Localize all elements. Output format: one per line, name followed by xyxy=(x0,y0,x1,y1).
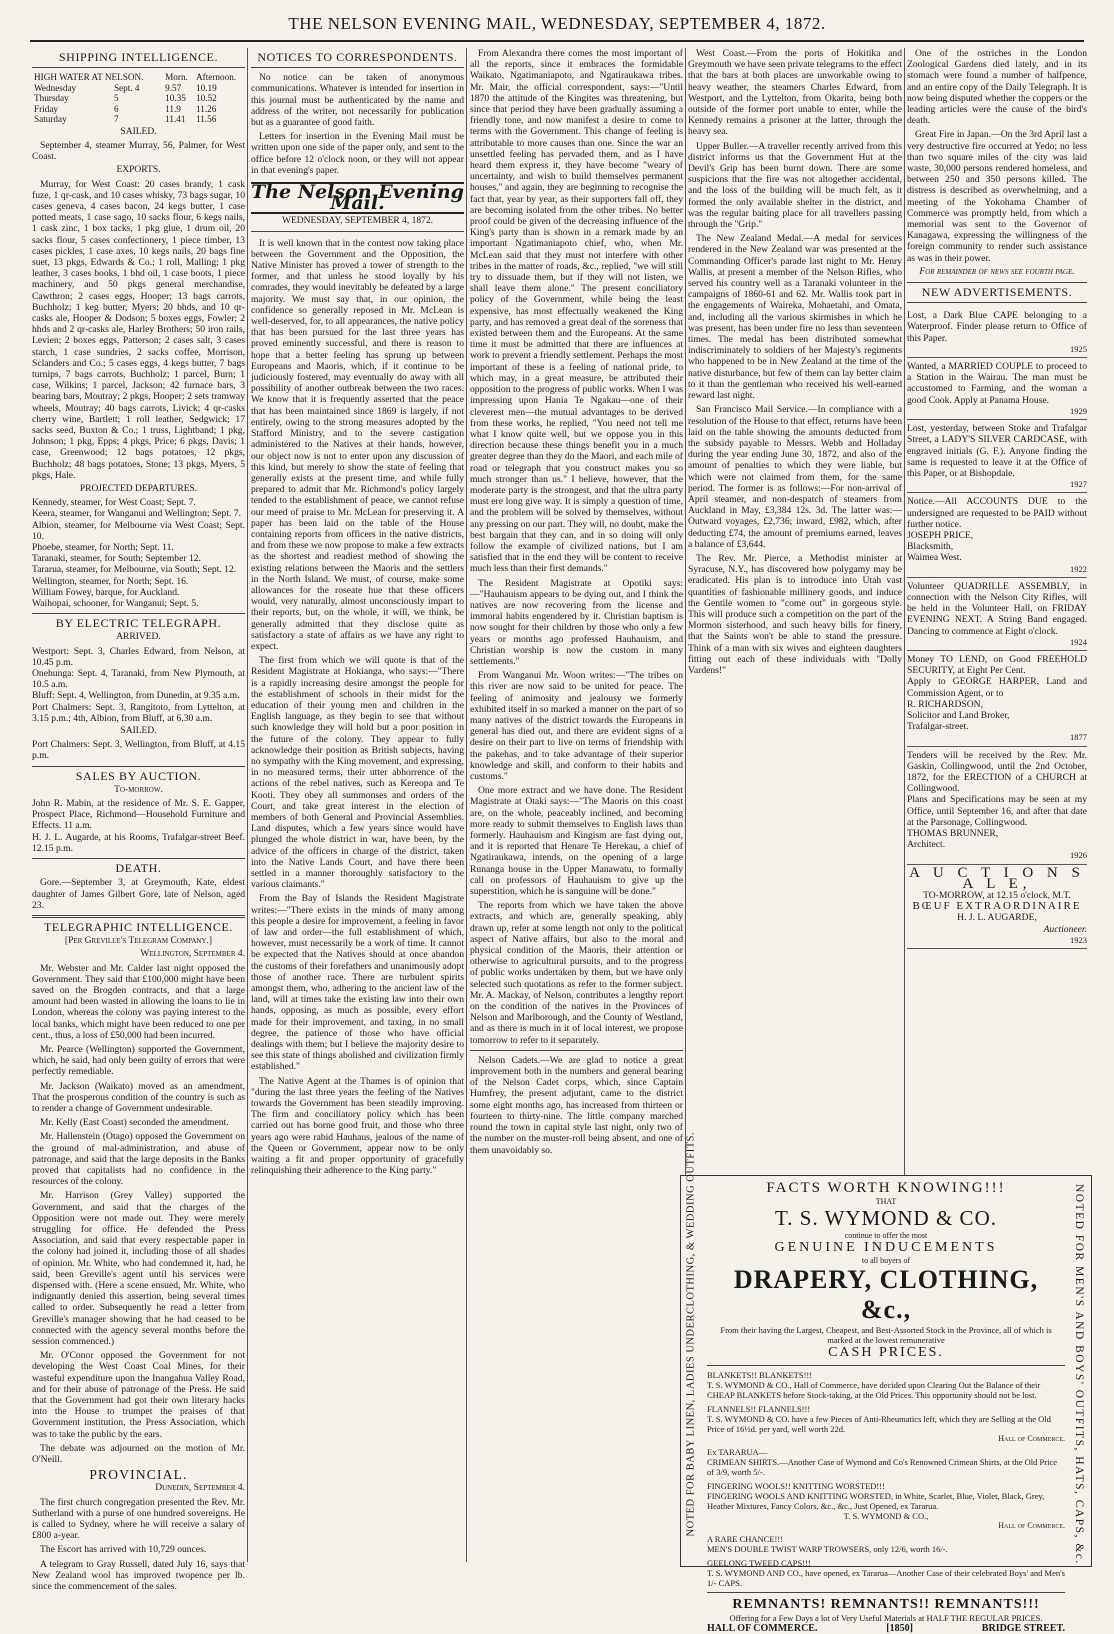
paragraph: Letters for insertion in the Evening Mail must be written upon one side of the paper only, and sent to the office before 12 o'clock noon, or they will not appear in that evening's paper. xyxy=(251,131,464,176)
ad-subheading: FLANNELS!! FLANNELS!!! xyxy=(707,1404,811,1414)
auction-text: John R. Mabin, at the residence of Mr. S. E. Gapper, Prospect Place, Richmond—Household Furniture and Effects. 11 a.m. H. J. L. Augarde, at his Rooms, Trafalgar-street Beef. 12.15 p.m. xyxy=(32,798,245,854)
editorial-paragraph: It is well known that in the contest now taking place between the Government and the Opposition, the Native Minister has proved a tower of strength to the former, and that unless he stood loyally by his comrades, they would inevitably be defeated by a large majority. We must say that, in our opinion, the confidence so generally reposed in Mr. McLean is well-deserved, for, to all appearances, the native policy that has been pursued for the last three years has proved eminently successful, and there is reason to hope that a better feeling has sprung up between Europeans and Maoris, which, if it continue to be judiciously fostered, may eventually do away with all possibility of another outbreak between the two races. We know that it is frequently asserted that the peace that has been maintained since 1869 is largely, if not entirely, owing to the strong measures adopted by the Stafford Ministry, and to the severe castigation administered to the Natives at their hands, however, our object now is not to enter upon any discussion of this kind, but merely to show the state of feeling that generally exists at the present time, and while fully prepared to admit that Mr. Richmond's policy largely tended to the establishment of peace, we cannot refuse our meed of praise to Mr. McLean for preserving it. A paper has been laid on the table of the House containing reports from officers in the native districts, and from these we now propose to make a few extracts as the shortest and readiest method of showing the existing relations between the Maoris and the settlers in the North Island. We must, of course, make some allowances for the roseate hue that these officers would, very naturally, almost unconsciously impart to their reports, but, on the whole, it will, we think, be generally admitted that they disclose quite as satisfactory a state of affairs as we have any right to expect. xyxy=(251,237,464,652)
divider xyxy=(32,858,245,859)
dateline: Wellington, September 4. xyxy=(140,949,245,960)
local-paragraph: The Rev. Mr. Pierce, a Methodist minister at Syracuse, N.Y., has discovered how polygamy may be eradicated. His plan is to introduce into Utah vast quantities of fashionable millinery goods, and induce the Gentile women to "come out" in gorgeous style. This will produce such a competition on the part of the Mormon sisterhood, and such heavy bills for finery, that the Saints won't be able to stand the pressure. Think of a man with six wives and eighteen daughters fitting out each of these individuals with "Dolly Vardens!" xyxy=(688,552,902,676)
new-ads-heading: NEW ADVERTISEMENTS. xyxy=(921,285,1073,300)
ad-line: GENUINE INDUCEMENTS xyxy=(774,1240,998,1255)
arrived-text: Westport: Sept. 3, Charles Edward, from Nelson, at 10.45 p.m. Onehunga: Sept. 4, Taranaki, from New Plymouth, at 10.5 a.m. Bluff: Sept. 4, Wellington, from Dunedin, at 9.35 a.m. Port Chalmers: Sept. 3, Rangitoto, from Lyttelton, at 3.15 p.m.; 4th, Albion, from Bluff, at 6.30 a.m. xyxy=(32,645,245,724)
local-paragraph: Nelson Cadets.—We are glad to notice a great improvement both in the numbers and general bearing of the Nelson Cadet corps, which, since Captain Humfrey, the present adjutant, came to the district some eight months ago, has increased from thirteen or fourteen to thirty-nine. The little company marched round the town in capital style last night, only two of the number on the muster-roll being absent, and one of them unavoidably so. xyxy=(470,1054,683,1156)
death-heading: DEATH. xyxy=(115,861,162,876)
divider xyxy=(470,1050,683,1051)
tide-header-cell: Afternoon. xyxy=(196,72,237,83)
ad-signature: T. S. WYMOND & CO., xyxy=(843,1511,929,1521)
paragraph: A telegram to Gray Russell, dated July 16, says that New Zealand wool has improved twopence per lb. since the commencement of the sales. xyxy=(32,1558,245,1593)
editorial-paragraph: The Resident Magistrate at Opotiki says:—"Hauhauism appears to be dying out, and I think the natives are now recovering from the license and immoral habits engendered by it. Christian baptism is now sought for their children by those who only a few years or months ago professed Hauhauism, and Christian worship is now the custom in many settlements." xyxy=(470,577,683,667)
tide-header-cell: Morn. xyxy=(165,72,188,83)
masthead: THE NELSON EVENING MAIL, WEDNESDAY, SEPTEMBER 4, 1872. xyxy=(288,14,826,33)
masthead-rule xyxy=(30,40,1084,42)
dateline: Dunedin, September 4. xyxy=(155,1483,245,1494)
classified-ad xyxy=(907,358,1090,420)
local-paragraph: The New Zealand Medal.—A medal for services rendered in the New Zealand war was presented at the Commanding Officer's parade last night to Mr. Henry Wallis, at present a member of the Nelson Rifles, who served his country well as a Taranaki volunteer in the campaigns of 1860-61 and 62. Mr. Wallis took part in the engagements of Waireka, Mohaetahi, and Omata, and, including all the various skirmishes in which he was present, has been under fire no less than seventeen times. The medal has been distributed somewhat indiscriminately to soldiers of her Majesty's regiments who happened to be in New Zealand at the time of the native disturbance, but few of them can lay better claim to it than the gentleman who received his well-earned reward last night. xyxy=(688,233,902,402)
editorial-paragraph: From Wanganui Mr. Woon writes:—"The tribes on this river are now said to be united for peace. The feeling of animosity and jealousy we formerly exhibited itself in so marked a manner on the part of so many natives of the district towards the Europeans in general has died out, and there are evident signs of a desire on their part to live on terms of friendship with the pakehas, and to take advantage of their superior knowledge and skill, and conform to their habits and customs." xyxy=(470,670,683,782)
ad-text: Money TO LEND, on Good FREEHOLD SECURITY, at Eight Per Cent. Apply to GEORGE HARPER, Land and Commission Agent, or to R. RICHARDSON, Solicitor and Land Broker, Trafalgar-street. xyxy=(907,653,1087,733)
ad-item: MEN'S DOUBLE TWIST WARP TROWSERS, only 12/6, worth 16/-. xyxy=(707,1544,948,1554)
paragraph: Mr. Jackson (Waikato) moved as an amendment, That the prosperous condition of the country is such as to render a change of Government undesirable. xyxy=(32,1080,245,1114)
death-text: Gore.—September 3, at Greymouth, Kate, eldest daughter of James Gilbert Gore, late of Nelson, aged 23. xyxy=(32,877,245,911)
column-4 xyxy=(688,48,902,1170)
ad-number: 1923 xyxy=(1070,934,1087,945)
ad-number: 1929 xyxy=(1070,405,1087,416)
local-paragraph: One of the ostriches in the London Zoological Gardens died lately, and in its stomach were found a number of halfpence, and an entire copy of the Daily Telegraph. It is now being disputed whether the coppers or the leading articles were the cause of the bird's death. xyxy=(907,48,1087,127)
editorial-paragraph: From the Bay of Islands the Resident Magistrate writes:—"There exists in the minds of many among this people a desire for improvement, a feeling in favor of law and order—the full establishment of which, however, must necessarily be a work of time. It cannot be expected that the Natives should at once abandon the customs of their forefathers and unanimously adopt those of another race. There are turbulent spirits amongst them, who, adhering to the ancient law of the land, will at times take the existing law into their own hands, opposing, as much as possible, every effort made for their improvement, and taxing, in no small degree, the patience of those who have official dealings with them; but I believe the majority desire to see this state of things abolished and civilization firmly established." xyxy=(251,893,464,1073)
editorial-paragraph: The Native Agent at the Thames is of opinion that "during the last three years the feeling of the Natives towards the Government has been steadily improving. The firm and conciliatory policy which has been carried out has borne good fruit, and those who three years ago were rabid Hauhaus, jealous of the name of the Queen or Government, appear now to be only waiting a fit and proper opportunity of gracefully relinquishing their adherence to the King party." xyxy=(251,1075,464,1177)
column-1 xyxy=(32,48,248,1593)
auction-subheading: To-morrow. xyxy=(114,784,163,795)
paragraph: The first church congregation presented the Rev. Mr. Sutherland with a purse of one hundred sovereigns. He is called to Sydney, where he will receive a salary of £800 a-year. xyxy=(32,1496,245,1542)
newspaper-flag: The Nelson Evening Mail. xyxy=(251,181,464,215)
tide-cell: 10.52 xyxy=(196,93,217,104)
paragraph: No notice can be taken of anonymous communications. Whatever is intended for insertion in this journal must be authenticated by the name and address of the writer, not necessarily for publication but as a guarantee of good faith. xyxy=(251,72,464,129)
ad-line: From their having the Largest, Cheapest, and Best-Assorted Stock in the Province, all of which is marked at the lowest remunerative xyxy=(720,1325,1052,1345)
ad-number: 1877 xyxy=(1070,732,1087,743)
classified-ad xyxy=(907,420,1090,493)
paragraph: The Escort has arrived with 10,729 ounces. xyxy=(40,1544,207,1556)
paragraph: Mr. Kelly (East Coast) seconded the amendment. xyxy=(40,1117,229,1129)
classified-ad xyxy=(907,307,1090,358)
ad-number: 1927 xyxy=(1070,479,1087,490)
ad-text: Lost, a Dark Blue CAPE belonging to a Waterproof. Finder please return to Office of this Paper. xyxy=(907,310,1090,344)
ad-remnants-text: Offering for a Few Days a lot of Very Useful Materials at HALF THE REGULAR PRICES. xyxy=(729,1613,1043,1623)
ad-subheading: FINGERING WOOLS!! KNITTING WORSTED!!! xyxy=(707,1481,885,1491)
sailed-text: Port Chalmers: Sept. 3, Wellington, from Bluff, at 4.15 p.m. xyxy=(32,739,248,762)
auction-ad-when: TO-MORROW, at 12.15 o'clock, M.T. xyxy=(923,890,1071,902)
paragraph: Mr. Pearce (Wellington) supported the Government, which, he said, had only been guilty of errors that were perfectly remediable. xyxy=(32,1043,245,1078)
ad-remnants-title: REMNANTS! REMNANTS!! REMNANTS!!! xyxy=(732,1597,1040,1612)
tide-cell: 11.56 xyxy=(196,114,217,125)
editorial-date: WEDNESDAY, SEPTEMBER 4, 1872. xyxy=(251,216,464,231)
projected-subheading: PROJECTED DEPARTURES. xyxy=(79,484,198,494)
auction-ad-title: A U C T I O N S A L E, xyxy=(909,864,1085,892)
ad-line: DRAPERY, CLOTHING, &c., xyxy=(733,1265,1039,1324)
ad-item: T. S. WYMOND & CO., Hall of Commerce, have decided upon Clearing Out the Balance of their CHEAP BLANKETS before Stock-taking, at the Old Prices. This opportunity should not be lost. xyxy=(707,1380,1041,1400)
editorial-paragraph: One more extract and we have done. The Resident Magistrate at Otaki says:—"The Maoris on this coast are, on the whole, peaceably inclined, and becoming more ready to submit themselves to English laws than formerly. Hauhauism and Kingism are fast dying out, and it is reported that Henare Te Herekau, a chief of Ngatiraukawa, intends, on the opening of a large Runanga house in the Upper Manawatu, to formally call on professors of Hauhauism to give up the superstition, which he is sanguine will be done." xyxy=(470,785,683,898)
divider xyxy=(32,67,245,68)
ad-number: 1924 xyxy=(1070,636,1087,647)
column-divider xyxy=(466,48,467,1562)
sailed-subheading: SAILED. xyxy=(120,126,157,137)
tide-cell: Thursday xyxy=(34,93,69,104)
classified-ad xyxy=(907,747,1087,865)
column-2 xyxy=(251,48,464,1562)
ad-body xyxy=(707,1180,1065,1634)
ad-item: T. S. WYMOND & CO. have a few Pieces of Anti-Rheumatics left, which they are Selling at the Old Price of 16½d. per yard, well worth 22d. xyxy=(707,1414,1051,1434)
tide-cell: 6 xyxy=(113,103,119,114)
tide-cell: Saturday xyxy=(34,114,67,125)
shipping-heading: SHIPPING INTELLIGENCE. xyxy=(58,50,219,64)
tide-cell: 9.57 xyxy=(165,82,182,93)
classified-ad xyxy=(907,651,1087,747)
tide-cell: 7 xyxy=(113,114,119,125)
divider xyxy=(707,1365,1065,1366)
remainder-note: For remainder of news see fourth page. xyxy=(919,266,1075,277)
local-paragraph: San Francisco Mail Service.—In compliance with a resolution of the House to that effect, returns have been laid on the table showing the amounts deducted from the subsidy payable to Messrs. Webb and Holladay during the year ending June 30, 1872, and also of the amount of penalties to which they were liable, but which were not claimed from them, for the same period. The former is as follows:—For non-arrival of April steamer, and non-despatch of steamers from Auckland in May, £3,384 12s. 3d. The latter was:—Outward voyages, £2,736; inward, £982, which, after deducting £74, the amount of premiums earned, leaves a balance of £3,644. xyxy=(688,404,902,550)
ad-hall-of-commerce: Hall of Commerce. xyxy=(998,1521,1065,1530)
ad-number: 1922 xyxy=(1070,563,1087,574)
ad-line: T. S. WYMOND & CO. xyxy=(775,1206,997,1230)
auction-ad xyxy=(907,865,1087,949)
ad-number: 1926 xyxy=(1070,850,1087,861)
ad-line: CASH PRICES. xyxy=(828,1345,944,1360)
sailed-subheading: SAILED. xyxy=(120,726,157,737)
ad-footer xyxy=(707,1623,1065,1634)
paragraph: Mr. Harrison (Grey Valley) supported the Government, and said that the charges of the Opposition were not made out. They were merely struggling for office. He defended the Press Association, and said that every respectable paper in the colony had joined it, including those of all shades of opinion. Mr. White, who had condemned it, had, he said, been Greville's agent until his services were dispensed with. (Here a scene ensued, Mr. White, who indignantly denied this assertion, being several times called to order. Subsequently he read a letter from Greville's manager showing that he had ceased to be connected with the agency several months before the session commenced.) xyxy=(32,1190,245,1348)
local-paragraph: West Coast.—From the ports of Hokitika and Greymouth we have seen private telegrams to the effect that the bars at both places are unworkable owing to heavy weather, the steamers Charles Edward, from Westport, and the Lyttelton, from Okarita, being both outside of the former port unable to enter, while the Kennedy remains a prisoner at the latter, through the heavy sea. xyxy=(688,48,902,138)
tide-row xyxy=(32,114,245,125)
editorial-paragraph: The reports from which we have taken the above extracts, and which are, generally speaking, ably drawn up, refer at some length not only to the political aspect of Native affairs, but also to the moral and physical condition of the Maoris, their attention or otherwise to agricultural pursuits, and to the progress of public works undertaken by them, but we have only selected such quotations as refer to the former subject. Mr. A. Mackay, of Nelson, contributes a lengthy report on the condition of the natives in the Provinces of Nelson and Marlborough, and the County of Westland, and as there is much in it of local interest, we propose tomorrow to refer to it separately. xyxy=(470,900,683,1046)
provincial-heading: PROVINCIAL. xyxy=(89,1467,188,1483)
tide-row xyxy=(32,93,245,104)
auction-ad-by: H. J. L. AUGARDE, xyxy=(957,912,1037,924)
ad-text: Lost, yesterday, between Stoke and Trafalgar Street, a LADY'S SILVER CARDCASE, with engraved initials (G. F.). Anyone finding the same is requested to leave it at the Office of this Paper, or at Bishopdale. xyxy=(907,423,1090,479)
ad-item: FINGERING WOOLS AND KNITTING WORSTED, in White, Scarlet, Blue, Violet, Black, Grey, Heather Mixtures, Fancy Colors, &c., &c., Just Opened, ex Tararua. xyxy=(707,1491,1045,1511)
auction-ad-role: Auctioneer. xyxy=(1043,923,1087,935)
divider xyxy=(907,282,1087,283)
auction-ad-item: BŒUF EXTRAORDINAIRE xyxy=(912,900,1082,913)
tide-header-row xyxy=(32,72,245,83)
divider xyxy=(251,67,464,68)
tide-table xyxy=(32,72,245,125)
tide-cell: 11.9 xyxy=(165,103,181,114)
right-vertical-banner: NOTED FOR MEN'S AND BOYS' OUTFITS, HATS, CAPS, &c. xyxy=(1073,1184,1085,1565)
ad-subheading: Ex TARARUA— xyxy=(707,1447,768,1457)
paragraph: Mr. Webster and Mr. Calder last night opposed the Government. They said that £100,000 might have been saved on the Brogden contracts, and that a large amount had been wasted in allowing the loans to lie in London, whereas the colony was paying interest to the local banks, which might have been reduced to one per cent., thus, a loss of £50,000 had been incurred. xyxy=(32,962,245,1041)
telegraphic-subheading: [Per Greville's Telegram Company.] xyxy=(64,936,213,947)
tide-header-cell: HIGH WATER AT NELSON. xyxy=(34,72,144,83)
classified-ad xyxy=(907,578,1090,651)
ad-subheading: GEELONG TWEED CAPS!!! xyxy=(707,1558,811,1568)
tide-row xyxy=(32,83,245,94)
ad-subheading: BLANKETS!! BLANKETS!!! xyxy=(707,1370,813,1380)
tide-cell: Sept. 4 xyxy=(113,82,140,93)
ad-line: THAT xyxy=(875,1197,897,1206)
ad-footer-right: BRIDGE STREET. xyxy=(981,1623,1065,1634)
divider xyxy=(32,766,245,767)
ad-line: continue to offer the most xyxy=(844,1231,928,1240)
editorial-paragraph: From Alexandra there comes the most important of all the reports, since it embraces the formidable Waikato, Ngatimaniapoto, and Ngatiraukawa tribes. Mr. Mair, the official correspondent, says:—"Until 1870 the attitude of the Kingites was threatening, but since that period they have been gradually assuming a friendly tone, and now manifest a desire to come to terms with the Government. This change of feeling is attributable to more causes than one. Since the war an unsettled feeling has pervaded them, and as I have heard them express it, they have become "weary of uncertainty, and wish to build themselves permanent houses," and again, they are beginning to recognise the fact that, year by year, as their supporters fall off, they are becoming isolated from the other tribes. No better proof could be given of the decreasing influence of the King's party than is shown in a remark made by an important Ngatimaniapoto chief, who, when Mr. McLean said that they must not interfere with other tribes in the matter of roads, &c., replied, "we will still try to dissuade them, but if they will not listen, we shall leave them alone." The present conciliatory policy of the Government, while being the least expensive, has most effectually weakened the King party, and has removed a great deal of the soreness that existed between them and the Europeans. At the same time it must be admitted that there are influences at work to prevent a friendly settlement. Perhaps the most important of these is a feeling of national pride, to which may, in a great measure, be attributed their opposition to the progress of public works. When I was impressing upon Hania Te Ngakau—one of their cleverest men—the mutual advantages to be derived from these works, he replied, "You need not tell me what I know quite well, but we oppose you in this direction because these things benefit you in a much greater degree than they do the Maori, and each mile of road or telegraph that you construct makes you so much stronger than us." I believe, however, that the moderate party is the strongest, and that the ultra party must ere long give way. It is simply a question of time, and the problem will be solved by themselves, without any pressing on our part. They will, no doubt, make the best bargain that they can, and in so doing will only follow the example of civilized nations, but I am satisfied that in the end they will be content to receive much less than their first demands." xyxy=(470,48,683,575)
auction-heading: SALES BY AUCTION. xyxy=(75,768,202,783)
column-divider xyxy=(247,48,248,1562)
ad-text: Notice.—All ACCOUNTS DUE to the undersigned are requested to be PAID without further notice. JOSEPH PRICE, Blacksmith, Waimea West. xyxy=(907,496,1087,564)
local-paragraph: Upper Buller.—A traveller recently arrived from this district informs us that the Government Hut at the Devil's Grip has been burnt down. There are some suspicions that the fire was not altogether accidental, and the loss of the building will be much felt, as it formed the only available shelter in the district, and was the regular baiting place for all travellers passing through the "Grip." xyxy=(688,140,902,231)
divider xyxy=(707,1592,1065,1593)
notices-heading: NOTICES TO CORRESPONDENTS. xyxy=(257,50,458,64)
tide-row xyxy=(32,104,245,115)
ad-line: FACTS WORTH KNOWING!!! xyxy=(766,1180,1006,1196)
ad-item: T. S. WYMOND AND CO., have opened, ex Tararua—Another Case of their celebrated Boys' and Men's 1/- CAPS. xyxy=(707,1568,1065,1588)
tide-cell: 11.26 xyxy=(196,103,217,114)
classified-ad xyxy=(907,493,1087,577)
ad-subheading: A RARE CHANCE!!! xyxy=(707,1534,784,1544)
tide-cell: 10.19 xyxy=(196,82,217,93)
ad-item: CRIMEAN SHIRTS.—Another Case of Wymond and Co's Renowned Crimean Shirts, at the Old Price of 3/9, worth 5/-. xyxy=(707,1457,1057,1477)
exports-subheading: EXPORTS. xyxy=(116,165,161,176)
ad-text: Tenders will be received by the Rev. Mr. Gaskin, Collingwood, until the 2nd October, 1872, for the ERECTION of a CHURCH at Collingwood. Plans and Specifications may be seen at my Office, until September 16, and after that date at the Parsonage, Collingwood. THOMAS BRUNNER, Architect. xyxy=(907,749,1087,851)
paragraph: Mr. Hallenstein (Otago) opposed the Government on the ground of mal-administration, and abuse of patronage, and said that the large deposits in the Banks proved that capitalists had no confidence in the resources of the colony. xyxy=(32,1131,245,1188)
ad-text: Wanted, a MARRIED COUPLE to proceed to a Station in the Wairau. The man must be accustomed to Farming, and the woman a good Cook. Apply at Panama House. xyxy=(907,361,1090,406)
projected-text: Kennedy, steamer, for West Coast; Sept. 7. Keera, steamer, for Wanganui and Wellington; Sept. 7. Albion, steamer, for Melbourne via West Coast; Sept. 10. Phoebe, steamer, for North; Sept. 11. Taranaki, steamer, for South; September 12. Tararua, steamer, for Melbourne, via South; Sept. 12. Wellington, steamer, for North; Sept. 16. William Fowey, barque, for Auckland. Waihopai, schooner, for Wanganui; Sept. 5. xyxy=(32,497,245,610)
exports-text: Murray, for West Coast: 20 cases brandy, 1 cask fuze, 1 qr-cask, and 10 cases whisky, 73 bags sugar, 10 cases geneva, 4 cases bacon, 24 kegs butter, 1 case potted meats, 1 case sago, 10 sacks flour, 6 kegs nails, 1 cask zinc, 1 box tacks, 1 pkg glue, 1 drum oil, 20 sacks flour, 5 cases confectionery, 1 piece timber, 13 cases pickles, 1 case axes, 10 kegs nails, 20 bags fine suet, 13 pkgs, Edwards & Co.; 1 roll, Malling; 1 pkg leather, 3 cases books, 1 bhd oil, 1 case boots, 1 piece machinery, and 50 pkgs general merchandise, Cawthron; 2 cases eggs, Hooper; 13 bags carrots, Buchholz; 1 keg butter, Myers; 20 bhds, and 10 qr-casks ale, Hooper & Dodson; 5 boxes eggs, Fowler; 2 hhds and 2 qr-casks ale, Harley Brothers; 50 iron rails, Levien; 2 boxes eggs, Patterson; 2 cases salt, 3 cases starch, 1 case sundries, 2 sacks coffee, Morrison, Sclanders and Co.; 5 cases eggs, 4 kegs butter, 7 bags turnips, 7 bags carrots, Buchholz; 1 parcel, Burn; 1 case, Wilkins; 1 parcel, Jackson; 42 furnace bars, 3 bearing bars, Moutray; 2 pkgs, Hooper; 2 sets tramway wheels, Moutray; 40 bags carrots, Livick; 4 qr-casks cherry wine, Bartlett; 1 roll leather, Sedgwick; 17 sacks seed, Buxton & Co.; 1 truss, Lightband; 1 pkg, Johnson; 1 pkg, Epps; 4 pkgs, Price; 6 pkgs, Davis; 1 case, Greenwood; 12 bags potatoes, 12 pkgs, Buchholz; 48 bags potatoes, Stone; 13 pkgs, Myers, 5 pkgs, Hale. xyxy=(32,178,245,481)
tide-cell: 5 xyxy=(113,93,119,104)
electric-heading: BY ELECTRIC TELEGRAPH. xyxy=(55,616,222,631)
column-5 xyxy=(907,48,1090,1170)
telegraphic-heading: TELEGRAPHIC INTELLIGENCE. xyxy=(44,919,233,934)
divider xyxy=(907,302,1087,303)
tide-cell: Friday xyxy=(34,103,58,114)
paragraph: Mr. O'Conor opposed the Government for not developing the West Coast Coal Mines, for their wasteful expenditure upon the Inangahua Valley Road, and for their abuse of patronage of the Press. He said that the Government had got their own literary hacks into the House to trumpet the praises of that Government institution, the Press Association, which was to take the public by the ears. xyxy=(32,1350,245,1440)
divider xyxy=(32,613,245,614)
ad-footer-number: [1850] xyxy=(886,1623,913,1634)
tide-cell: 10.35 xyxy=(165,93,186,104)
editorial-paragraph: The first from which we will quote is that of the Resident Magistrate at Hokianga, who says:—"There is a rapidly increasing desire amongst the people for the establishment of schools in their midst for the education of their young men and children in the English language, as they begin to see that without such knowledge they will hold but a poor position in the future of the colony. They appear to fully acknowledge their position as British subjects, having no sympathy with the King movement, and expressing, in no measured terms, their utter abhorrence of the actions of the rebel natives, such as Kereopa and Te Kooti. They obey all summonses and orders of the Court, and take great interest in the election of members of both General and Provincial Assemblies. Land disputes, which a few years since would have plunged the whole district in war, have been, by the advice of the officers in charge of the district, taken into the Native Lands Court, and have there been settled in a manner thoroughly satisfactory to the various claimants." xyxy=(251,655,464,891)
column-3 xyxy=(470,48,683,1562)
paragraph: The debate was adjourned on the motion of Mr. O'Neill. xyxy=(32,1442,245,1466)
left-vertical-banner: NOTED FOR BABY LINEN, LADIES UNDERCLOTHING, & WEDDING OUTFITS. xyxy=(685,1131,697,1537)
sailed-text: September 4, steamer Murray, 56, Palmer, for West Coast. xyxy=(32,139,245,163)
wymond-display-ad xyxy=(680,1131,1092,1634)
ad-text: Volunteer QUADRILLE ASSEMBLY, in connection with the Nelson City Rifles, will be held in the Volunteer Hall, on FRIDAY EVENING NEXT. A String Band engaged. Dancing to commence at Eight o'clock. xyxy=(907,580,1090,637)
ad-number: 1925 xyxy=(1070,343,1087,354)
arrived-subheading: ARRIVED. xyxy=(116,632,161,643)
local-paragraph: Great Fire in Japan.—On the 3rd April last a very destructive fire occurred at Yedo; no less than two square miles of the city was laid waste, 30,000 persons rendered homeless, and between 250 and 350 persons killed. The distress is described as overwhelming, and a meeting of the Yokohama Chamber of Commerce was promptly held, from which a memorial was sent to the Governor of Kanagawa, expressing the willingness of the foreign community to render such assistance as was in their power. xyxy=(907,129,1087,264)
tide-cell: Wednesday xyxy=(34,82,77,93)
divider xyxy=(32,915,245,918)
ad-hall-of-commerce: Hall of Commerce. xyxy=(998,1434,1065,1443)
ad-footer-left: HALL OF COMMERCE. xyxy=(707,1623,818,1634)
tide-cell: 11.41 xyxy=(165,114,186,125)
ad-line: to all buyers of xyxy=(861,1256,911,1265)
